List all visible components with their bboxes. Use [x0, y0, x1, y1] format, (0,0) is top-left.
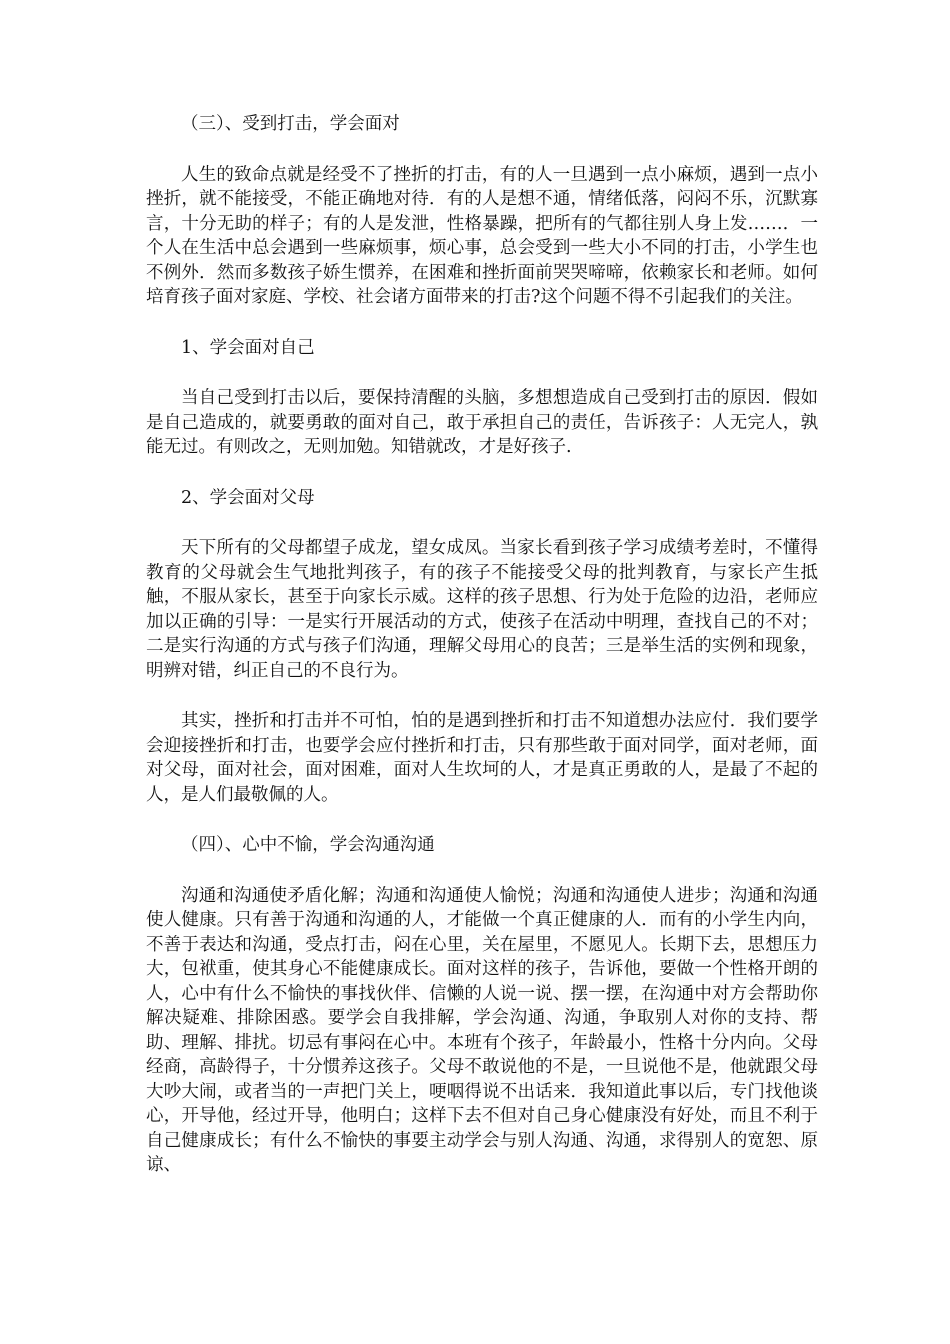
subheading-face-parents: 2、学会面对父母	[181, 487, 315, 508]
subheading-face-self: 1、学会面对自己	[181, 337, 315, 358]
paragraph-face-self: 当自己受到打击以后，要保持清醒的头脑，多想想造成自己受到打击的原因．假如是自己造成的，就要勇敢的面对自己，敢于承担自己的责任，告诉孩子：人无完人，孰能无过。有则改之，无则加勉。知错就改，才是好孩子.	[146, 388, 818, 457]
paragraph-face-parents: 天下所有的父母都望子成龙，望女成凤。当家长看到孩子学习成绩考差时，不懂得教育的父母就会生气地批判孩子，有的孩子不能接受父母的批判教育，与家长产生抵触，不服从家长，甚至于向家长示威。这样的孩子思想、行为处于危险的边沿，老师应加以正确的引导：一是实行开展活动的方式，使孩子在活动中明理，查找自己的不对；二是实行沟通的方式与孩子们沟通，理解父母用心的良苦；三是举生活的实例和现象，明辨对错，纠正自己的不良行为。	[146, 538, 818, 681]
paragraph-setbacks-intro: 人生的致命点就是经受不了挫折的打击，有的人一旦遇到一点小麻烦，遇到一点小挫折，就不能接受，不能正确地对待．有的人是想不通，情绪低落，闷闷不乐，沉默寡言，十分无助的样子；有的人是发泄，性格暴躁，把所有的气都往别人身上发……．一个人在生活中总会遇到一些麻烦事，烦心事，总会受到一些大小不同的打击，小学生也不例外．然而多数孩子娇生惯养，在困难和挫折面前哭哭啼啼，依赖家长和老师。如何培育孩子面对家庭、学校、社会诸方面带来的打击?这个问题不得不引起我们的关注。	[146, 164, 818, 307]
section-heading-4: （四）、心中不愉，学会沟通沟通	[181, 835, 435, 855]
paragraph-courage: 其实，挫折和打击并不可怕，怕的是遇到挫折和打击不知道想办法应付．我们要学会迎接挫折和打击，也要学会应付挫折和打击，只有那些敢于面对同学，面对老师，面对父母，面对社会，面对困难，面对人生坎坷的人，才是真正勇敢的人，是最了不起的人，是人们最敬佩的人。	[146, 711, 818, 805]
document-page	[146, 112, 818, 1178]
paragraph-communication: 沟通和沟通使矛盾化解；沟通和沟通使人愉悦；沟通和沟通使人进步；沟通和沟通使人健康。只有善于沟通和沟通的人，才能做一个真正健康的人．而有的小学生内向，不善于表达和沟通，受点打击，闷在心里，关在屋里，不愿见人。长期下去，思想压力大，包袱重，使其身心不能健康成长。面对这样的孩子，告诉他，要做一个性格开朗的人，心中有什么不愉快的事找伙伴、信懒的人说一说、摆一摆，在沟通中对方会帮助你解决疑难、排除困惑。要学会自我排解，学会沟通、沟通，争取别人对你的支持、帮助、理解、排扰。切忌有事闷在心中。本班有个孩子，年龄最小，性格十分内向。父母经商，高龄得子，十分惯养这孩子。父母不敢说他的不是，一旦说他不是，他就跟父母大吵大闹，或者当的一声把门关上，哽咽得说不出话来．我知道此事以后，专门找他谈心，开导他，经过开导，他明白；这样下去不但对自己身心健康没有好处，而且不利于自己健康成长；有什么不愉快的事要主动学会与别人沟通、沟通，求得别人的宽恕、原谅、	[146, 885, 818, 1175]
section-heading-3: （三）、受到打击，学会面对	[181, 114, 400, 134]
